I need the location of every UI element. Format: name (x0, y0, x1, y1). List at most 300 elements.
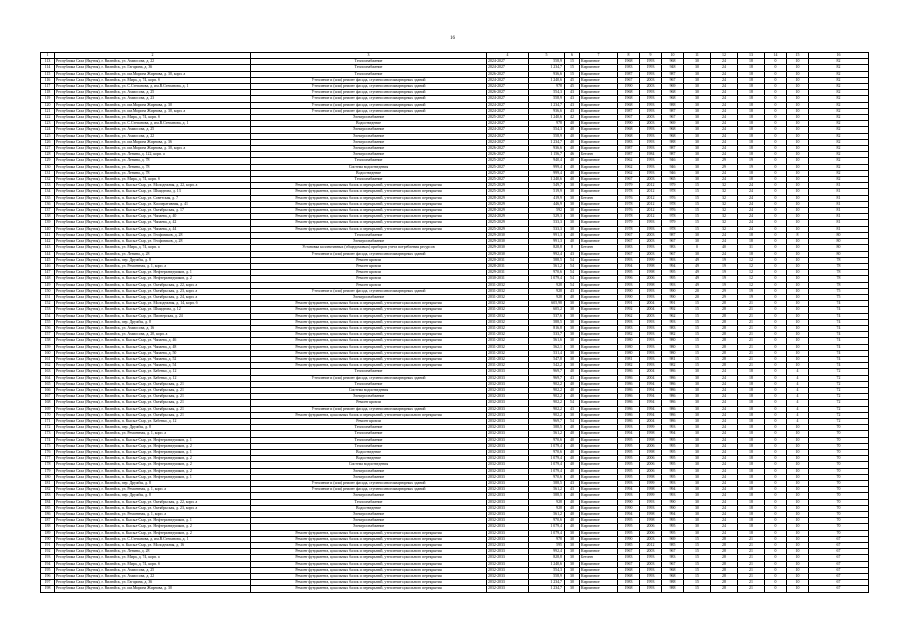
build-year-cell: 1986 (618, 369, 640, 375)
score-cell: 82 (809, 71, 869, 77)
col-12-cell: 24 (711, 524, 738, 530)
col-10-cell: 990 (662, 288, 684, 294)
row-number-cell: 114 (41, 65, 55, 71)
life-cell: 30 (565, 543, 580, 549)
col-11-cell: 0 (684, 245, 711, 251)
col-10-cell: 979 (662, 183, 684, 189)
col-10-cell: 986 (662, 394, 684, 400)
area-cell: 992,4 (529, 549, 565, 555)
life-cell: 43 (565, 481, 580, 487)
life-cell: 40 (565, 127, 580, 133)
area-cell: 902,2 (529, 400, 565, 406)
col-15-cell: 4 (787, 381, 809, 387)
score-cell: 80 (809, 232, 869, 238)
build-year-cell: 1985 (618, 543, 640, 549)
col-15-cell: 4 (787, 406, 809, 412)
row-number-cell: 119 (41, 96, 55, 102)
col-11-cell: 15 (684, 313, 711, 319)
build-year-cell: 1994 (618, 487, 640, 493)
period-cell: 2032-2033 (487, 543, 529, 549)
life-cell: 43 (565, 406, 580, 412)
row-number-cell: 181 (41, 481, 55, 487)
address-cell: Республика Саха (Якутия), г. Вилюйск, ул. Мира, д. 74, корп. б (55, 561, 251, 567)
wall-material-cell: Кирпичное (580, 226, 618, 232)
address-cell: Республика Саха (Якутия), г. Вилюйск, п. Кысыл-Сыр, ул. Октябрьская, д. 23, корп. а (55, 288, 251, 294)
period-cell: 2032-2033 (487, 412, 529, 418)
col-15-cell: 4 (787, 412, 809, 418)
life-cell: 40 (565, 239, 580, 245)
life-cell: 45 (565, 84, 580, 90)
address-cell: Республика Саха (Якутия), г. Вилюйск, ул. Мира, д. 74, корп. а (55, 245, 251, 251)
build-year-cell: 1967 (618, 232, 640, 238)
col-14-cell: 0 (765, 344, 787, 350)
row-number-cell: 154 (41, 313, 55, 319)
address-cell: Республика Саха (Якутия), г. Вилюйск, п. Кысыл-Сыр, ул. Чапаева, д. 42 (55, 220, 251, 226)
period-cell: 2032-2033 (487, 474, 529, 480)
col-11-cell: 49 (684, 276, 711, 282)
col-12-cell: 24 (711, 406, 738, 412)
col-10-cell: 980 (662, 350, 684, 356)
build-year-cell: 1968 (618, 90, 640, 96)
col-10-cell: 978 (662, 214, 684, 220)
wall-material-cell: Кирпичное (580, 313, 618, 319)
score-cell: 82 (809, 152, 869, 158)
score-cell: 75 (809, 294, 869, 300)
address-cell: Республика Саха (Якутия), г. Вилюйск, ул. им.Мирона Жирнова, д. 30 (55, 102, 251, 108)
row-number-cell: 195 (41, 567, 55, 573)
col-14-cell: 0 (765, 412, 787, 418)
last-repair-year-cell: 2012 (640, 201, 662, 207)
period-cell: 2026-2027 (487, 146, 529, 152)
period-cell: 2032-2033 (487, 387, 529, 393)
last-repair-year-cell: 1993 (640, 90, 662, 96)
life-cell: 46 (565, 152, 580, 158)
row-number-cell: 138 (41, 214, 55, 220)
col-11-cell: 15 (684, 307, 711, 313)
build-year-cell: 1993 (618, 493, 640, 499)
period-cell: 2029-2030 (487, 232, 529, 238)
column-index-cell: 7 (580, 53, 618, 59)
col-13-cell: 21 (738, 549, 765, 555)
col-10-cell: 967 (662, 251, 684, 257)
score-cell: 74 (809, 344, 869, 350)
life-cell: 30 (565, 574, 580, 580)
work-type-cell: Ремонт фундамента, цокольных балок и перекрытий, утепление цокольного перекрытия (251, 567, 487, 573)
col-14-cell: 0 (765, 208, 787, 214)
col-10-cell: 986 (662, 375, 684, 381)
column-index-cell: 8 (618, 53, 640, 59)
area-cell: 978 (529, 84, 565, 90)
col-10-cell: 995 (662, 443, 684, 449)
row-number-cell: 150 (41, 288, 55, 294)
col-14-cell: 0 (765, 530, 787, 536)
col-14-cell: 0 (765, 282, 787, 288)
col-13-cell: 18 (738, 400, 765, 406)
area-cell: 928 (529, 499, 565, 505)
col-14-cell: 0 (765, 493, 787, 499)
col-12-cell: 24 (711, 59, 738, 65)
build-year-cell: 1991 (618, 301, 640, 307)
col-13-cell: 18 (738, 462, 765, 468)
wall-material-cell: Кирпичное (580, 319, 618, 325)
life-cell: 30 (565, 344, 580, 350)
row-number-cell: 175 (41, 443, 55, 449)
col-13-cell: 18 (738, 77, 765, 83)
col-14-cell: 0 (765, 189, 787, 195)
col-10-cell: 948 (662, 65, 684, 71)
work-type-cell: Ремонт кровли (251, 282, 487, 288)
address-cell: Республика Саха (Якутия), г. Вилюйск, п. Кысыл-Сыр, ул. Нефтеразведчиков, д. 1 (55, 474, 251, 480)
build-year-cell: 1980 (618, 344, 640, 350)
col-15-cell: 10 (787, 288, 809, 294)
score-cell: 82 (809, 77, 869, 83)
wall-material-cell: Кирпичное (580, 102, 618, 108)
work-type-cell: Теплоснабжение (251, 431, 487, 437)
work-type-cell: Водоотведение (251, 450, 487, 456)
col-14-cell: 0 (765, 543, 787, 549)
period-cell: 2031-2032 (487, 313, 529, 319)
wall-material-cell: Кирпичное (580, 356, 618, 362)
column-index-cell: 4 (487, 53, 529, 59)
life-cell: 40 (565, 499, 580, 505)
col-12-cell: 24 (711, 177, 738, 183)
wall-material-cell: Кирпичное (580, 139, 618, 145)
wall-material-cell: Кирпичное (580, 325, 618, 331)
area-cell: 549,7 (529, 183, 565, 189)
col-10-cell: 987 (662, 152, 684, 158)
col-14-cell: 0 (765, 84, 787, 90)
col-12-cell: 28 (711, 307, 738, 313)
score-cell: 82 (809, 164, 869, 170)
work-type-cell: Теплоснабжение (251, 381, 487, 387)
area-cell: 1 079,4 (529, 530, 565, 536)
work-type-cell: Утепление и (или) ремонт фасада, ступени многоквартирных зданий (251, 90, 487, 96)
col-13-cell: 18 (738, 387, 765, 393)
work-type-cell: Система водоотведения (251, 462, 487, 468)
col-14-cell: 0 (765, 108, 787, 114)
build-year-cell: 1979 (618, 220, 640, 226)
build-year-cell: 1968 (618, 574, 640, 580)
wall-material-cell: Кирпичное (580, 84, 618, 90)
address-cell: Республика Саха (Якутия), г. Вилюйск, ул. Ленина, д. 28 (55, 251, 251, 257)
last-repair-year-cell: 2006 (640, 462, 662, 468)
col-14-cell: 0 (765, 133, 787, 139)
col-10-cell: 969 (662, 121, 684, 127)
col-15-cell: 10 (787, 443, 809, 449)
col-11-cell: 30 (684, 437, 711, 443)
last-repair-year-cell: 1999 (640, 425, 662, 431)
col-13-cell: 18 (738, 71, 765, 77)
col-13-cell: 18 (738, 474, 765, 480)
col-12-cell: 29 (711, 294, 738, 300)
col-14-cell: 0 (765, 127, 787, 133)
work-type-cell: Теплоснабжение (251, 177, 487, 183)
work-type-cell: Ремонт фундамента, цокольных балок и перекрытий, утепление цокольного перекрытия (251, 201, 487, 207)
build-year-cell: 1983 (618, 555, 640, 561)
wall-material-cell: Кирпичное (580, 96, 618, 102)
address-cell: Республика Саха (Якутия), г. Вилюйск, ул. Гагарина, д. 36 (55, 580, 251, 586)
life-cell: 15 (565, 71, 580, 77)
wall-material-cell: Кирпичное (580, 338, 618, 344)
last-repair-year-cell: 2012 (640, 195, 662, 201)
period-cell: 2028-2029 (487, 195, 529, 201)
row-number-cell: 189 (41, 530, 55, 536)
life-cell: 40 (565, 381, 580, 387)
wall-material-cell: Кирпичное (580, 307, 618, 313)
score-cell: 67 (809, 580, 869, 586)
address-cell: Республика Саха (Якутия), г. Вилюйск, ул. Ленина, д. 28 (55, 549, 251, 555)
row-number-cell: 165 (41, 381, 55, 387)
row-number-cell: 191 (41, 543, 55, 549)
work-type-cell: Система водоотведения (251, 387, 487, 393)
build-year-cell: 1986 (618, 400, 640, 406)
col-14-cell: 0 (765, 375, 787, 381)
col-13-cell: 18 (738, 406, 765, 412)
col-13-cell: 19 (738, 158, 765, 164)
score-cell: 82 (809, 96, 869, 102)
life-cell: 54 (565, 276, 580, 282)
address-cell: Республика Саха (Якутия), г. Вилюйск, ул. Ленина, д. 78 (55, 170, 251, 176)
work-type-cell: Ремонт фундамента, цокольных балок и перекрытий, утепление цокольного перекрытия (251, 319, 487, 325)
work-type-cell: Ремонт кровли (251, 257, 487, 263)
column-index-cell: 1 (41, 53, 55, 59)
address-cell: Республика Саха (Якутия), г. Вилюйск, п. Кысыл-Сыр, ул. Нефтеразведчиков, д. 2 (55, 443, 251, 449)
last-repair-year-cell: 1993 (640, 226, 662, 232)
col-11-cell: 15 (684, 226, 711, 232)
last-repair-year-cell: 1993 (640, 567, 662, 573)
wall-material-cell: Кирпичное (580, 468, 618, 474)
period-cell: 2032-2033 (487, 456, 529, 462)
area-cell: 531,4 (529, 350, 565, 356)
area-cell: 1 240,6 (529, 115, 565, 121)
work-type-cell: Электроснабжение (251, 468, 487, 474)
col-10-cell: 988 (662, 139, 684, 145)
col-11-cell: 49 (684, 263, 711, 269)
life-cell: 30 (565, 586, 580, 592)
col-14-cell: 0 (765, 387, 787, 393)
life-cell: 30 (565, 338, 580, 344)
life-cell: 40 (565, 164, 580, 170)
col-12-cell: 28 (711, 332, 738, 338)
col-15-cell: 10 (787, 170, 809, 176)
area-cell: 561,6 (529, 338, 565, 344)
col-15-cell: 10 (787, 325, 809, 331)
wall-material-cell: Бетонн (580, 555, 618, 561)
life-cell: 40 (565, 450, 580, 456)
col-11-cell: 30 (684, 369, 711, 375)
last-repair-year-cell: 1998 (640, 437, 662, 443)
col-10-cell: 983 (662, 245, 684, 251)
area-cell: 562,1 (529, 344, 565, 350)
col-12-cell: 24 (711, 65, 738, 71)
address-cell: Республика Саха (Якутия), г. Вилюйск, ул. им.Мирона Жирнова, д. 36 (55, 139, 251, 145)
life-cell: 40 (565, 443, 580, 449)
work-type-cell: Ремонт фундамента, цокольных балок и перекрытий, утепление цокольного перекрытия (251, 208, 487, 214)
life-cell: 43 (565, 288, 580, 294)
col-13-cell: 18 (738, 177, 765, 183)
wall-material-cell: Кирпичное (580, 567, 618, 573)
address-cell: Республика Саха (Якутия), г. Вилюйск, п. Кысыл-Сыр, ул. Чапаева, д. 54 (55, 363, 251, 369)
life-cell: 40 (565, 387, 580, 393)
column-index-cell: 6 (565, 53, 580, 59)
col-13-cell: 21 (738, 567, 765, 573)
work-type-cell: Ремонт кровли (251, 270, 487, 276)
col-10-cell: 987 (662, 146, 684, 152)
address-cell: Республика Саха (Якутия), г. Вилюйск, ул. Ремонтная, д. 1, корп. а (55, 263, 251, 269)
col-10-cell: 995 (662, 530, 684, 536)
area-cell: 999,4 (529, 164, 565, 170)
col-12-cell: 24 (711, 133, 738, 139)
col-12-cell: 24 (711, 468, 738, 474)
wall-material-cell: Кирпичное (580, 146, 618, 152)
col-15-cell: 10 (787, 257, 809, 263)
score-cell: 70 (809, 443, 869, 449)
col-10-cell: 967 (662, 239, 684, 245)
work-type-cell: Ремонт фундамента, цокольных балок и перекрытий, утепление цокольного перекрытия (251, 301, 487, 307)
score-cell: 67 (809, 574, 869, 580)
col-11-cell: 30 (684, 481, 711, 487)
build-year-cell: 1962 (618, 164, 640, 170)
row-number-cell: 156 (41, 325, 55, 331)
score-cell: 80 (809, 251, 869, 257)
address-cell: Республика Саха (Якутия), г. Вилюйск, п. Кысыл-Сыр, ул. Геофизиков, д. 28 (55, 239, 251, 245)
wall-material-cell: Кирпичное (580, 512, 618, 518)
area-cell: 605,2 (529, 307, 565, 313)
score-cell: 82 (809, 84, 869, 90)
col-14-cell: 0 (765, 232, 787, 238)
wall-material-cell: Кирпичное (580, 133, 618, 139)
row-number-cell: 153 (41, 307, 55, 313)
col-10-cell: 987 (662, 108, 684, 114)
work-type-cell: Ремонт фундамента, цокольных балок и перекрытий, утепление цокольного перекрытия (251, 586, 487, 592)
build-year-cell: 1996 (618, 276, 640, 282)
last-repair-year-cell: 1998 (640, 270, 662, 276)
life-cell: 40 (565, 431, 580, 437)
address-cell: Республика Саха (Якутия), г. Вилюйск, п. Кысыл-Сыр, ул. Октябрьская, д. 23, корп. а (55, 505, 251, 511)
area-cell: 592 (529, 208, 565, 214)
life-cell: 40 (565, 505, 580, 511)
col-12-cell: 24 (711, 121, 738, 127)
last-repair-year-cell: 2004 (640, 301, 662, 307)
work-type-cell: Электроснабжение (251, 115, 487, 121)
address-cell: Республика Саха (Якутия), г. Вилюйск, ул. Ленина, д. 78 (55, 164, 251, 170)
col-13-cell: 18 (738, 505, 765, 511)
row-number-cell: 176 (41, 450, 55, 456)
work-type-cell: Теплоснабжение (251, 443, 487, 449)
col-10-cell: 993 (662, 425, 684, 431)
wall-material-cell: Кирпичное (580, 505, 618, 511)
score-cell: 82 (809, 65, 869, 71)
life-cell: 40 (565, 294, 580, 300)
row-number-cell: 148 (41, 276, 55, 282)
col-14-cell: 0 (765, 487, 787, 493)
area-cell: 558,9 (529, 133, 565, 139)
last-repair-year-cell: 2003 (640, 115, 662, 121)
last-repair-year-cell: 2003 (640, 561, 662, 567)
life-cell: 30 (565, 226, 580, 232)
work-type-cell: Электроснабжение (251, 139, 487, 145)
col-14-cell: 0 (765, 561, 787, 567)
build-year-cell: 1986 (618, 418, 640, 424)
col-13-cell: 18 (738, 59, 765, 65)
col-14-cell: 0 (765, 499, 787, 505)
col-11-cell: 30 (684, 65, 711, 71)
score-cell: 82 (809, 121, 869, 127)
build-year-cell: 1995 (618, 456, 640, 462)
col-15-cell: 10 (787, 543, 809, 549)
build-year-cell: 1995 (618, 437, 640, 443)
row-number-cell: 124 (41, 127, 55, 133)
last-repair-year-cell: 1993 (640, 108, 662, 114)
row-number-cell: 123 (41, 121, 55, 127)
column-index-cell: 16 (809, 53, 869, 59)
build-year-cell: 1967 (618, 239, 640, 245)
wall-material-cell: Бетонн (580, 245, 618, 251)
col-14-cell: 0 (765, 425, 787, 431)
col-12-cell: 24 (711, 505, 738, 511)
last-repair-year-cell: 2004 (640, 307, 662, 313)
life-cell: 30 (565, 325, 580, 331)
col-14-cell: 0 (765, 350, 787, 356)
last-repair-year-cell: 2003 (640, 77, 662, 83)
col-11-cell: 30 (684, 158, 711, 164)
col-15-cell: 10 (787, 574, 809, 580)
col-13-cell: 18 (738, 487, 765, 493)
period-cell: 2031-2032 (487, 363, 529, 369)
col-14-cell: 0 (765, 201, 787, 207)
area-cell: 969,7 (529, 375, 565, 381)
work-type-cell: Ремонт фундамента, цокольных балок и перекрытий, утепление цокольного перекрытия (251, 356, 487, 362)
last-repair-year-cell: 1998 (640, 512, 662, 518)
score-cell: 80 (809, 239, 869, 245)
wall-material-cell: Кирпичное (580, 115, 618, 121)
last-repair-year-cell: 2006 (640, 524, 662, 530)
score-cell: 78 (809, 282, 869, 288)
col-13-cell: 18 (738, 425, 765, 431)
col-12-cell: 28 (711, 555, 738, 561)
col-10-cell: 976 (662, 195, 684, 201)
col-15-cell: 10 (787, 65, 809, 71)
area-cell: 928 (529, 294, 565, 300)
col-12-cell: 24 (711, 84, 738, 90)
col-13-cell: 19 (738, 288, 765, 294)
col-10-cell: 978 (662, 201, 684, 207)
row-number-cell: 132 (41, 177, 55, 183)
col-15-cell: 10 (787, 71, 809, 77)
col-14-cell: 0 (765, 325, 787, 331)
area-cell: 970,6 (529, 474, 565, 480)
life-cell: 40 (565, 474, 580, 480)
col-14-cell: 0 (765, 437, 787, 443)
row-number-cell: 192 (41, 549, 55, 555)
build-year-cell: 1968 (618, 567, 640, 573)
life-cell: 30 (565, 220, 580, 226)
area-cell: 940,4 (529, 158, 565, 164)
col-13-cell: 24 (738, 195, 765, 201)
col-10-cell: 967 (662, 77, 684, 83)
row-number-cell: 171 (41, 418, 55, 424)
life-cell: 30 (565, 549, 580, 555)
score-cell: 70 (809, 450, 869, 456)
col-13-cell: 18 (738, 133, 765, 139)
col-14-cell: 0 (765, 263, 787, 269)
build-year-cell: 1993 (618, 282, 640, 288)
col-14-cell: 0 (765, 158, 787, 164)
col-15-cell: 10 (787, 462, 809, 468)
col-15-cell: 10 (787, 505, 809, 511)
address-cell: Республика Саха (Якутия), г. Вилюйск, п. Кысыл-Сыр, ул. Нефтеразведчиков, д. 1 (55, 270, 251, 276)
row-number-cell: 187 (41, 518, 55, 524)
